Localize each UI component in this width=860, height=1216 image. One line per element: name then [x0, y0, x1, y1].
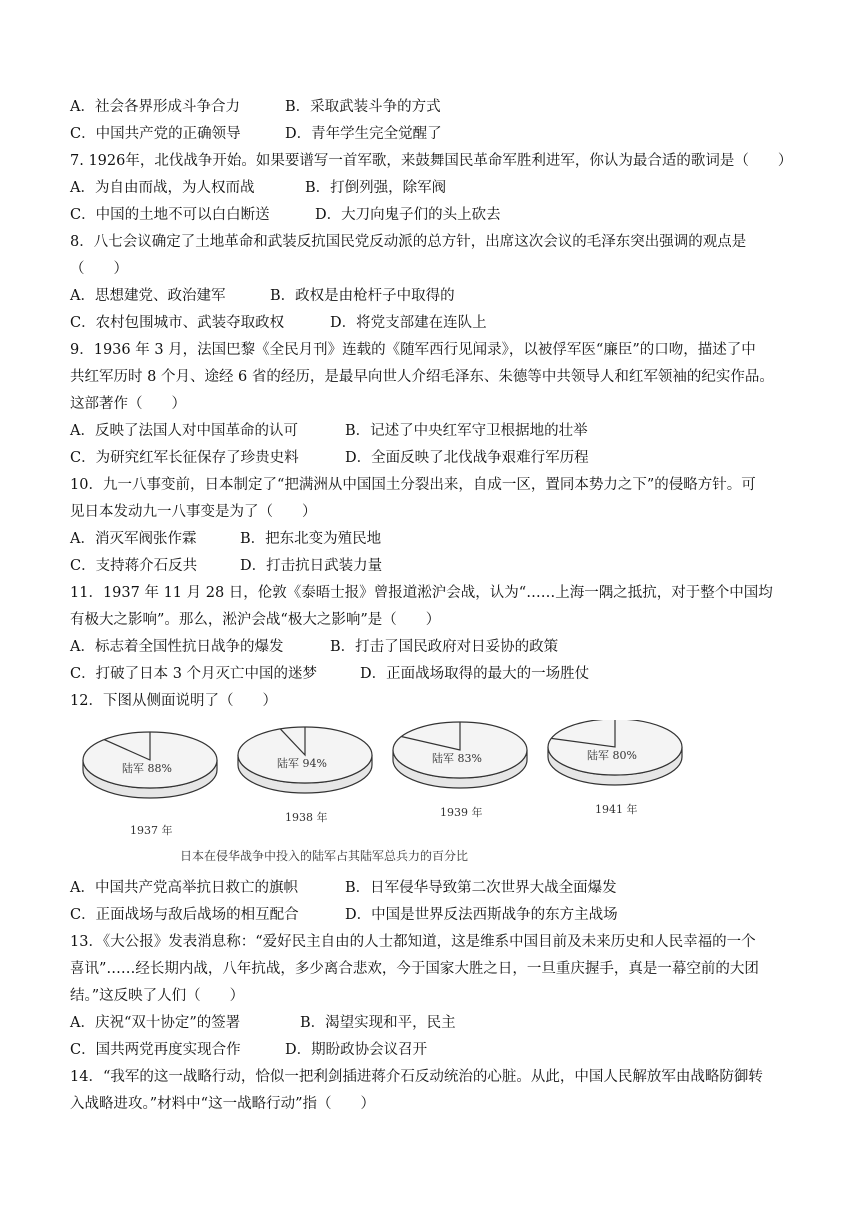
- q9-option-d: D．全面反映了北伐战争艰难行军历程: [345, 450, 589, 466]
- q6-option-a: A．社会各界形成斗争合力: [70, 99, 240, 115]
- army-percentage-pie-figure: [70, 720, 770, 870]
- q10-option-b: B．把东北变为殖民地: [240, 531, 382, 547]
- pie-2: [238, 727, 372, 824]
- q9-stem-line2: 共红军历时 8 个月、途经 6 省的经历，是最早向世人介绍毛泽东、朱德等中共领导人和红军领袖的纪实作品。: [70, 369, 774, 385]
- pie-label-2: 陆军 94%: [277, 757, 327, 770]
- q8-stem-line1: 8．八七会议确定了土地革命和武装反抗国民党反动派的总方针，出席这次会议的毛泽东突出强调的观点是: [70, 234, 747, 250]
- pie-3: [393, 722, 527, 819]
- q13-option-d: D．期盼政协会议召开: [285, 1042, 428, 1058]
- q7-option-a: A．为自由而战，为人权而战: [70, 180, 255, 196]
- q8-option-b: B．政权是由枪杆子中取得的: [270, 288, 455, 304]
- q14-stem-line2: 入战略进攻。”材料中“这一战略行动”指（ ）: [70, 1096, 375, 1112]
- pie-label-1: 陆军 88%: [122, 762, 172, 775]
- q11-stem-line2: 有极大之影响”。那么，淞沪会战“极大之影响”是（ ）: [70, 612, 441, 628]
- q11-option-c: C．打破了日本 3 个月灭亡中国的迷梦: [70, 666, 318, 682]
- pie-charts-svg: [70, 720, 770, 870]
- q9-stem-line1: 9．1936 年 3 月，法国巴黎《全民月刊》连载的《随军西行见闻录》，以被俘军医“廉臣”的口吻，描述了中: [70, 342, 756, 358]
- q11-option-b: B．打击了国民政府对日妥协的政策: [330, 639, 559, 655]
- q10-stem-line1: 10．九一八事变前，日本制定了“把满洲从中国国土分裂出来，自成一区，置同本势力之下”的侵略方针。可: [70, 477, 756, 493]
- q12-option-a: A．中国共产党高举抗日救亡的旗帜: [70, 880, 298, 896]
- q8-option-c: C．农村包围城市、武装夺取政权: [70, 315, 285, 331]
- q10-option-d: D．打击抗日武装力量: [240, 558, 383, 574]
- q9-stem-line3: 这部著作（ ）: [70, 396, 186, 412]
- figure-caption: 日本在侵华战争中投入的陆军占其陆军总兵力的百分比: [180, 849, 469, 863]
- pie-label-3: 陆军 83%: [432, 752, 482, 765]
- pie-year-3: 1939 年: [440, 806, 483, 819]
- pie-1: [83, 732, 217, 837]
- pie-year-2: 1938 年: [285, 811, 328, 824]
- q10-stem-line2: 见日本发动九一八事变是为了（ ）: [70, 504, 317, 520]
- q12-option-b: B．日军侵华导致第二次世界大战全面爆发: [345, 880, 617, 896]
- q7-option-b: B．打倒列强，除军阀: [305, 180, 447, 196]
- q12-option-d: D．中国是世界反法西斯战争的东方主战场: [345, 907, 618, 923]
- q6-option-c: C．中国共产党的正确领导: [70, 126, 241, 142]
- q12-stem: 12．下图从侧面说明了（ ）: [70, 693, 277, 709]
- q13-option-c: C．国共两党再度实现合作: [70, 1042, 241, 1058]
- q12-option-c: C．正面战场与敌后战场的相互配合: [70, 907, 299, 923]
- pie-label-4: 陆军 80%: [587, 749, 637, 762]
- q13-stem-line2: 喜讯”……经长期内战，八年抗战，多少离合悲欢，今于国家大胜之日，一旦重庆握手，真是一幕空前的大团: [70, 961, 759, 977]
- q11-option-d: D．正面战场取得的最大的一场胜仗: [360, 666, 590, 682]
- q13-option-b: B．渴望实现和平，民主: [300, 1015, 456, 1031]
- q9-option-b: B．记述了中央红军守卫根据地的壮举: [345, 423, 588, 439]
- q7-option-c: C．中国的土地不可以白白断送: [70, 207, 270, 223]
- q10-option-c: C．支持蒋介石反共: [70, 558, 198, 574]
- pie-year-1: 1937 年: [130, 824, 173, 837]
- q14-stem-line1: 14．“我军的这一战略行动，恰似一把利剑插进蒋介石反动统治的心脏。从此，中国人民解放军由战略防御转: [70, 1069, 763, 1085]
- q9-option-a: A．反映了法国人对中国革命的认可: [70, 423, 298, 439]
- q13-option-a: A．庆祝“双十协定”的签署: [70, 1015, 241, 1031]
- q7-stem: 7. 1926年，北伐战争开始。如果要谱写一首军歌，来鼓舞国民革命军胜利进军，你认为最合适的歌词是（ ）: [70, 153, 793, 169]
- q13-stem-line1: 13．《大公报》发表消息称：“爱好民主自由的人士都知道，这是维系中国目前及未来历史和人民幸福的一个: [70, 934, 756, 950]
- q6-option-d: D．青年学生完全觉醒了: [285, 126, 442, 142]
- q9-option-c: C．为研究红军长征保存了珍贵史料: [70, 450, 299, 466]
- q11-option-a: A．标志着全国性抗日战争的爆发: [70, 639, 284, 655]
- q11-stem-line1: 11．1937 年 11 月 28 日，伦敦《泰晤士报》曾报道淞沪会战，认为“……上海一隅之抵抗，对于整个中国均: [70, 585, 773, 601]
- q6-option-b: B．采取武装斗争的方式: [285, 99, 441, 115]
- q10-option-a: A．消灭军阀张作霖: [70, 531, 197, 547]
- q8-stem-line2: （ ）: [70, 261, 128, 277]
- q8-option-a: A．思想建党、政治建军: [70, 288, 226, 304]
- pie-year-4: 1941 年: [595, 803, 638, 816]
- q8-option-d: D．将党支部建在连队上: [330, 315, 487, 331]
- q7-option-d: D．大刀向鬼子们的头上砍去: [315, 207, 501, 223]
- q13-stem-line3: 结。”这反映了人们（ ）: [70, 988, 245, 1004]
- pie-4: [548, 720, 682, 816]
